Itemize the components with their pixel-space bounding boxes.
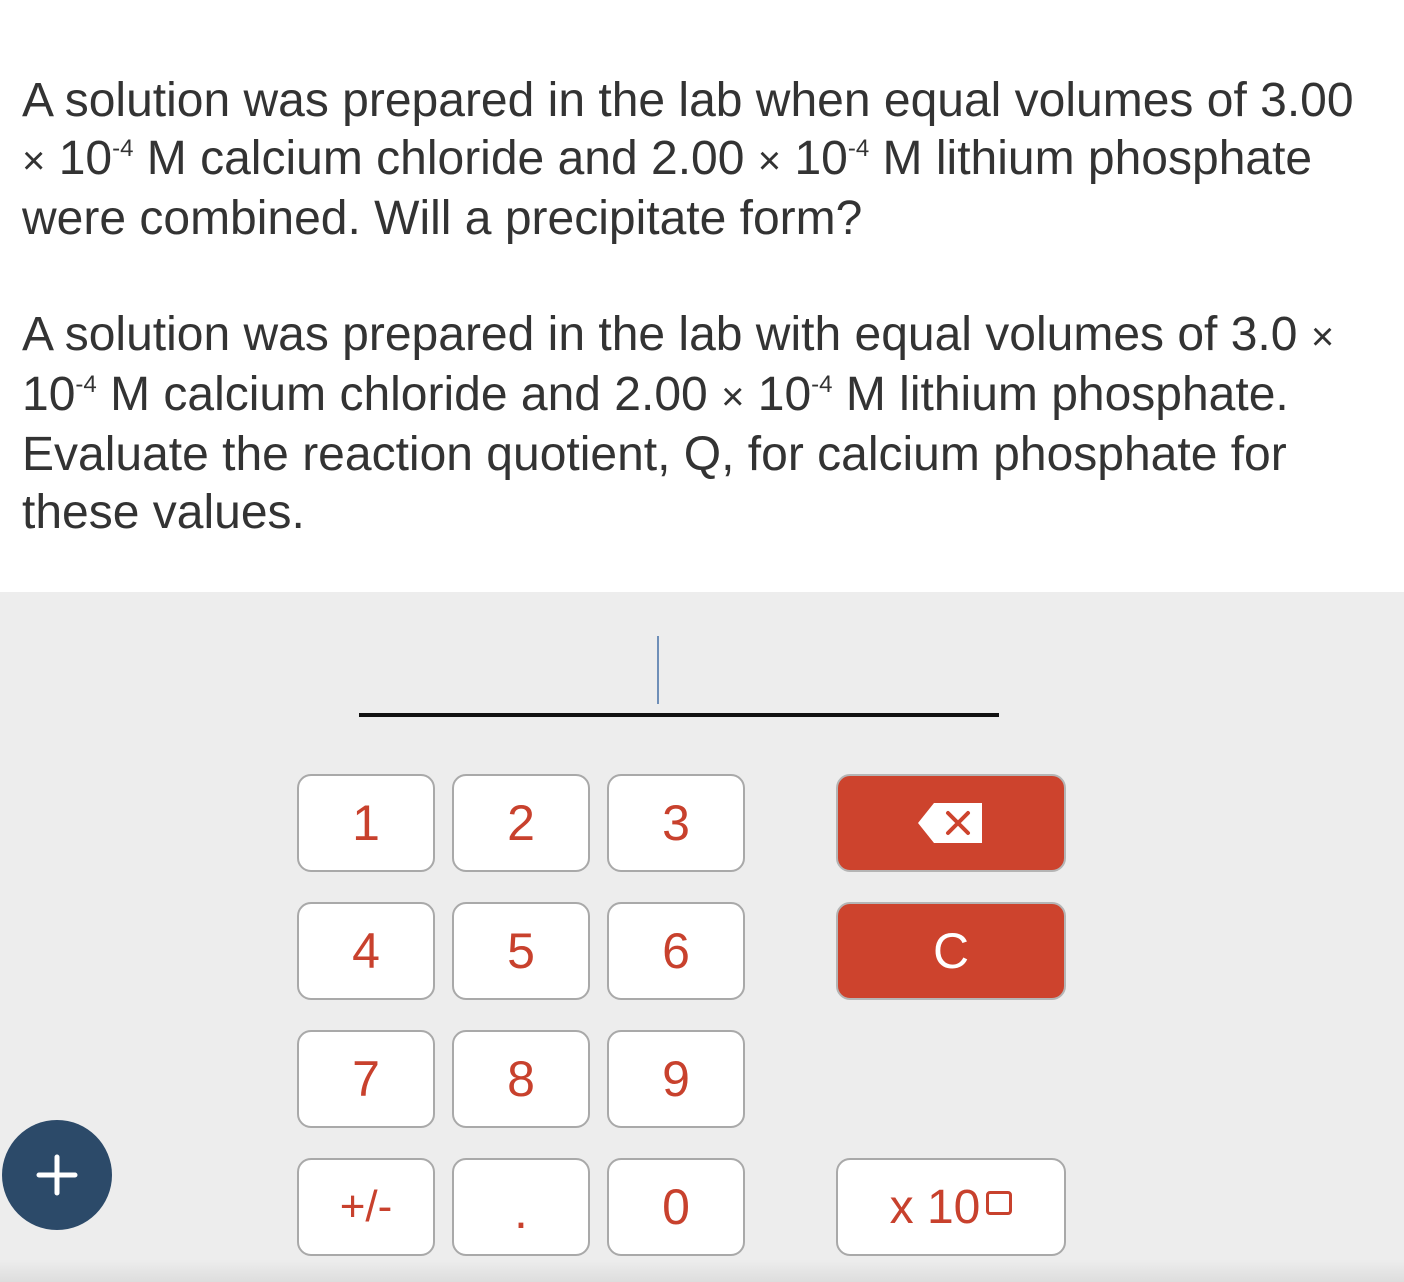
power-exponent: -4 [811,371,833,398]
answer-underline [359,713,999,717]
power-exponent: -4 [112,135,134,162]
question-2-part-2: M calcium chloride and 2.00 [110,368,708,421]
power-base: 10 [794,132,848,185]
key-9[interactable]: 9 [607,1030,745,1128]
plus-icon [35,1153,79,1197]
key-2[interactable]: 2 [452,774,590,872]
key-7[interactable]: 7 [297,1030,435,1128]
text-cursor [657,636,659,704]
power-exponent: -4 [75,371,97,398]
backspace-icon [916,801,986,845]
question-1-text [22,72,1382,248]
power-base: 10 [58,132,113,185]
question-2-number-1: 3.0 [1230,308,1298,361]
question-2-text [22,306,1382,542]
calculator-panel [0,592,1404,1282]
key-8[interactable]: 8 [452,1030,590,1128]
exponent-button[interactable] [836,1158,1066,1256]
question-1-part-2: M calcium chloride and 2.00 [146,132,745,185]
key-6[interactable]: 6 [607,902,745,1000]
add-button[interactable] [2,1120,112,1230]
key-1[interactable]: 1 [297,774,435,872]
backspace-button[interactable] [836,774,1066,872]
key-3[interactable]: 3 [607,774,745,872]
power-base: 10 [757,368,812,421]
question-1-part-1: A solution was prepared in the lab when equal volumes of [22,74,1247,127]
key-4[interactable]: 4 [297,902,435,1000]
clear-button[interactable]: C [836,902,1066,1000]
exponent-label: x 10 [889,1180,981,1234]
exponent-box-icon [986,1191,1012,1215]
key-0[interactable]: 0 [607,1158,745,1256]
question-1-number-1: 3.00 [1260,74,1354,127]
question-1-part-3: M lithium phosphate were combined. Will a precipitate form? [22,132,1313,245]
times-symbol: × [757,139,782,183]
decimal-button[interactable]: . [452,1158,590,1256]
power-base: 10 [22,368,76,421]
times-symbol: × [721,375,745,419]
power-exponent: -4 [847,135,870,162]
sign-toggle-button[interactable]: +/- [297,1158,435,1256]
question-2-part-1: A solution was prepared in the lab with equal volumes of [22,308,1218,361]
key-5[interactable]: 5 [452,902,590,1000]
times-symbol: × [22,139,46,183]
question-2-part-3: M lithium phosphate. Evaluate the reaction quotient, Q, for calcium phosphate for these values. [22,368,1289,539]
times-symbol: × [1310,315,1335,359]
